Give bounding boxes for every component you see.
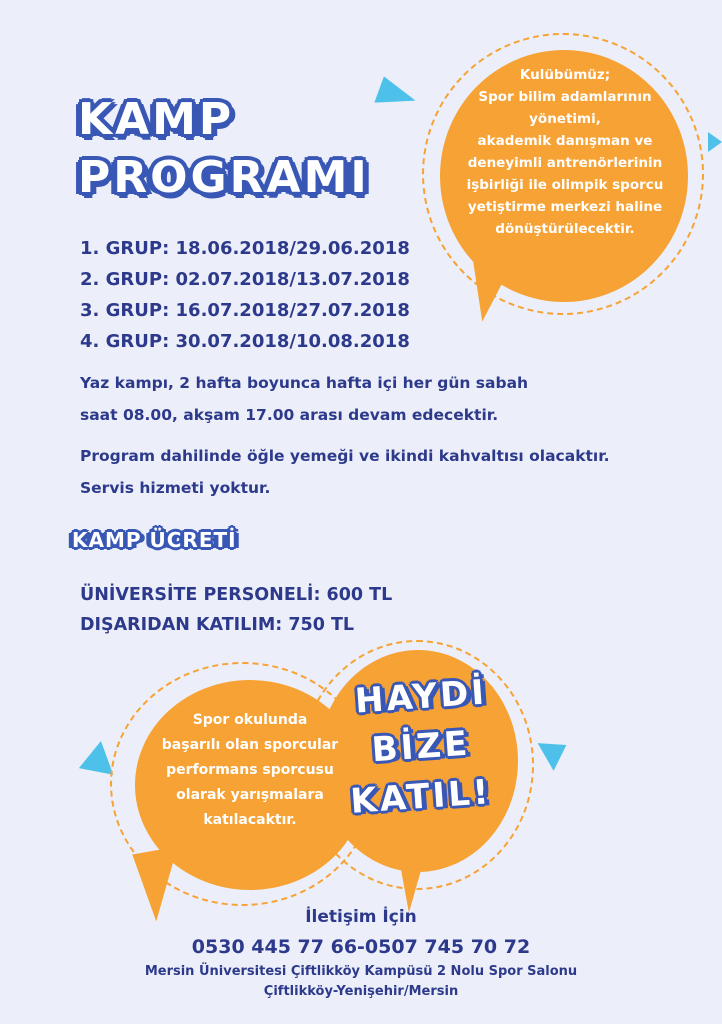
decorative-triangle bbox=[374, 76, 419, 115]
club-line: yetiştirme merkezi haline bbox=[467, 199, 663, 215]
sports-line: Spor okulunda bbox=[192, 712, 308, 728]
club-description bbox=[452, 64, 678, 240]
paragraph-line: Program dahilinde öğle yemeği ve ikindi kahvaltısı olacaktır. bbox=[80, 447, 610, 465]
club-line: yönetimi, bbox=[529, 111, 601, 127]
decorative-triangle bbox=[708, 132, 722, 152]
title-kamp: KAMP bbox=[78, 94, 235, 145]
fee-list bbox=[80, 580, 480, 640]
meal-service-paragraph bbox=[80, 440, 700, 504]
club-line: Kulübümüz; bbox=[519, 67, 611, 83]
paragraph-line: Servis hizmeti yoktur. bbox=[80, 479, 271, 497]
contact-heading: İletişim İçin bbox=[305, 907, 417, 927]
fee-outside: DIŞARIDAN KATILIM: 750 TL bbox=[80, 615, 355, 635]
contact-city: Çiftlikköy-Yenişehir/Mersin bbox=[263, 984, 459, 999]
decorative-triangle bbox=[73, 741, 114, 785]
contact-phones: 0530 445 77 66-0507 745 70 72 bbox=[191, 936, 531, 958]
camp-hours-paragraph bbox=[80, 367, 700, 431]
cta-line: KATIL! bbox=[349, 772, 493, 822]
paragraph-line: Yaz kampı, 2 hafta boyunca hafta içi her gün sabah bbox=[80, 374, 529, 392]
group-schedule-item: 4. GRUP: 30.07.2018/10.08.2018 bbox=[80, 331, 410, 352]
sports-line: olarak yarışmalara bbox=[176, 787, 324, 803]
fee-staff: ÜNİVERSİTE PERSONELİ: 600 TL bbox=[80, 585, 393, 605]
title-programi: PROGRAMI bbox=[78, 152, 370, 203]
club-line: akademik danışman ve bbox=[477, 133, 653, 149]
club-line: dönüştürülecektir. bbox=[495, 221, 635, 237]
sports-line: performans sporcusu bbox=[166, 762, 334, 778]
sports-line: katılacaktır. bbox=[203, 812, 297, 828]
fee-heading bbox=[72, 528, 332, 552]
group-schedule-item: 2. GRUP: 02.07.2018/13.07.2018 bbox=[80, 269, 410, 290]
cta-line: BİZE bbox=[370, 723, 472, 771]
group-schedule-list bbox=[80, 233, 440, 357]
fee-heading-text: KAMP ÜCRETİ bbox=[72, 528, 237, 552]
cta-line: HAYDİ bbox=[353, 672, 489, 722]
paragraph-line: saat 08.00, akşam 17.00 arası devam edecektir. bbox=[80, 406, 499, 424]
group-schedule-item: 1. GRUP: 18.06.2018/29.06.2018 bbox=[80, 238, 410, 259]
club-line: deneyimli antrenörlerinin bbox=[467, 155, 663, 171]
sports-line: başarılı olan sporcular bbox=[161, 737, 339, 753]
group-schedule-item: 3. GRUP: 16.07.2018/27.07.2018 bbox=[80, 300, 410, 321]
club-line: işbirliği ile olimpik sporcu bbox=[466, 177, 664, 193]
club-line: Spor bilim adamlarının bbox=[478, 89, 652, 105]
join-us-callout bbox=[326, 672, 516, 822]
contact-address: Mersin Üniversitesi Çiftlikköy Kampüsü 2 Nolu Spor Salonu bbox=[144, 964, 578, 979]
decorative-triangle bbox=[538, 731, 575, 771]
